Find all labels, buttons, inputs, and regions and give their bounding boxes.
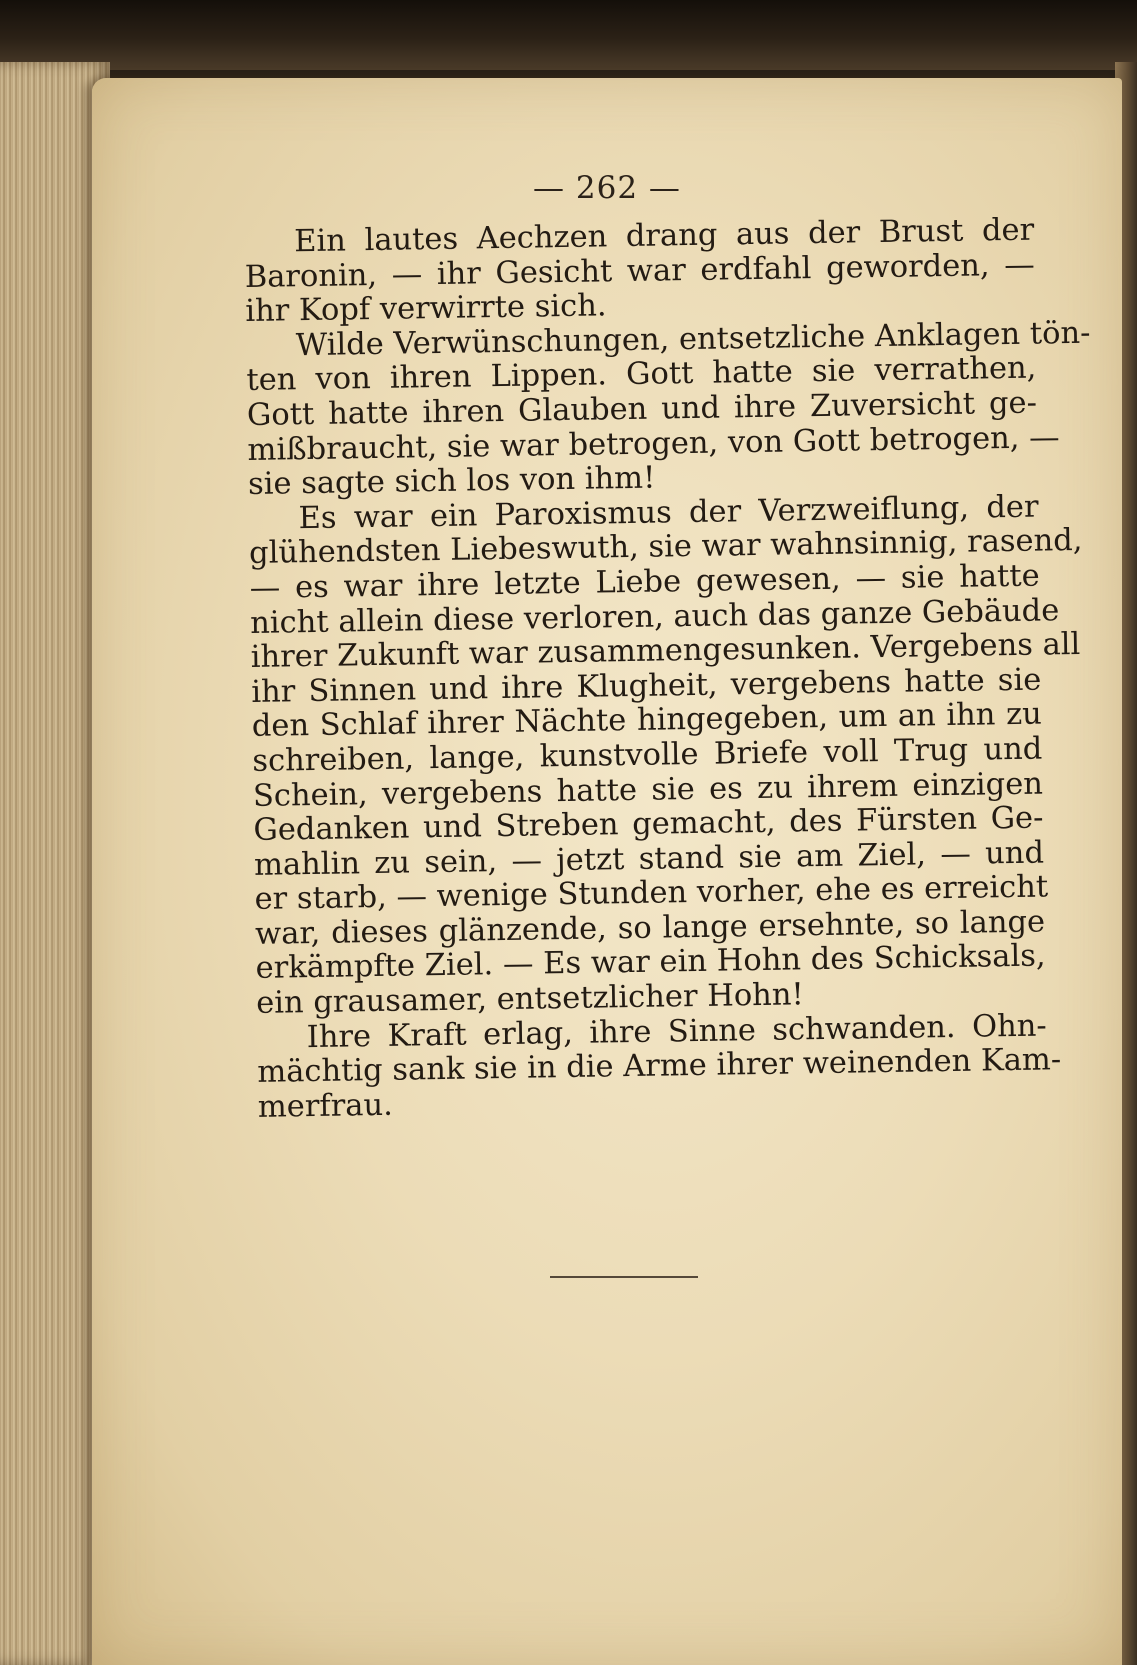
text-line: Es war ein Paroxismus der Verzweiflung, der <box>298 489 1039 536</box>
text-line: Wilde Verwünschungen, entsetzliche Anklagen tön- <box>295 315 1091 363</box>
text-line: mächtig sank sie in die Arme ihrer weinenden Kam- <box>257 1042 1062 1091</box>
text-line: ihr Kopf verwirrte sich. <box>245 288 607 330</box>
text-line: mißbraucht, sie war betrogen, von Gott betrogen, — <box>247 419 1060 468</box>
text-line: ein grausamer, entsetzlicher Hohn! <box>255 977 804 1021</box>
text-line: sie sagte sich los von ihm! <box>247 460 656 503</box>
text-line: ihr Sinnen und ihre Klugheit, vergebens hatte sie <box>251 662 1042 710</box>
text-line: war, dieses glänzende, so lange ersehnte, so lange <box>254 904 1046 952</box>
text-line: nicht allein diese verloren, auch das ganze Gebäude <box>249 592 1060 641</box>
body-text <box>244 212 1091 1126</box>
text-line: den Schlaf ihrer Nächte hingegeben, um an ihn zu <box>251 696 1043 745</box>
text-line: ten von ihren Lippen. Gott hatte sie verrathen, <box>246 350 1037 399</box>
text-line: schreiben, lange, kunstvolle Briefe voll Trug und <box>252 731 1043 779</box>
text-line: glühendsten Liebeswuth, sie war wahnsinnig, rasend, <box>248 523 1083 572</box>
text-line: Gott hatte ihren Glauben und ihre Zuversicht ge- <box>246 385 1038 433</box>
text-line: merfrau. <box>257 1087 394 1125</box>
text-line: Baronin, — ihr Gesicht war erdfahl geworden, — <box>244 247 1035 295</box>
page-number: — 262 — <box>533 170 681 206</box>
book-page <box>92 78 1122 1665</box>
section-end-rule <box>550 1276 698 1278</box>
book-binding <box>0 0 1137 70</box>
text-line: — es war ihre letzte Liebe gewesen, — sie hatte <box>249 558 1040 606</box>
text-line: Ein lautes Aechzen drang aus der Brust der <box>293 212 1035 260</box>
text-line: Ihre Kraft erlag, ihre Sinne schwanden. Ohn- <box>306 1008 1047 1055</box>
text-line: erkämpfte Ziel. — Es war ein Hohn des Schicksals, <box>255 938 1046 987</box>
text-line: Schein, vergebens hatte sie es zu ihrem einzigen <box>252 766 1044 814</box>
text-line: mahlin zu sein, — jetzt stand sie am Ziel, — und <box>253 835 1045 883</box>
text-line: ihrer Zukunft war zusammengesunken. Vergebens all <box>250 627 1081 676</box>
text-line: er starb, — wenige Stunden vorher, ehe es erreicht <box>254 869 1049 918</box>
text-line: Gedanken und Streben gemacht, des Fürsten Ge- <box>253 800 1044 849</box>
